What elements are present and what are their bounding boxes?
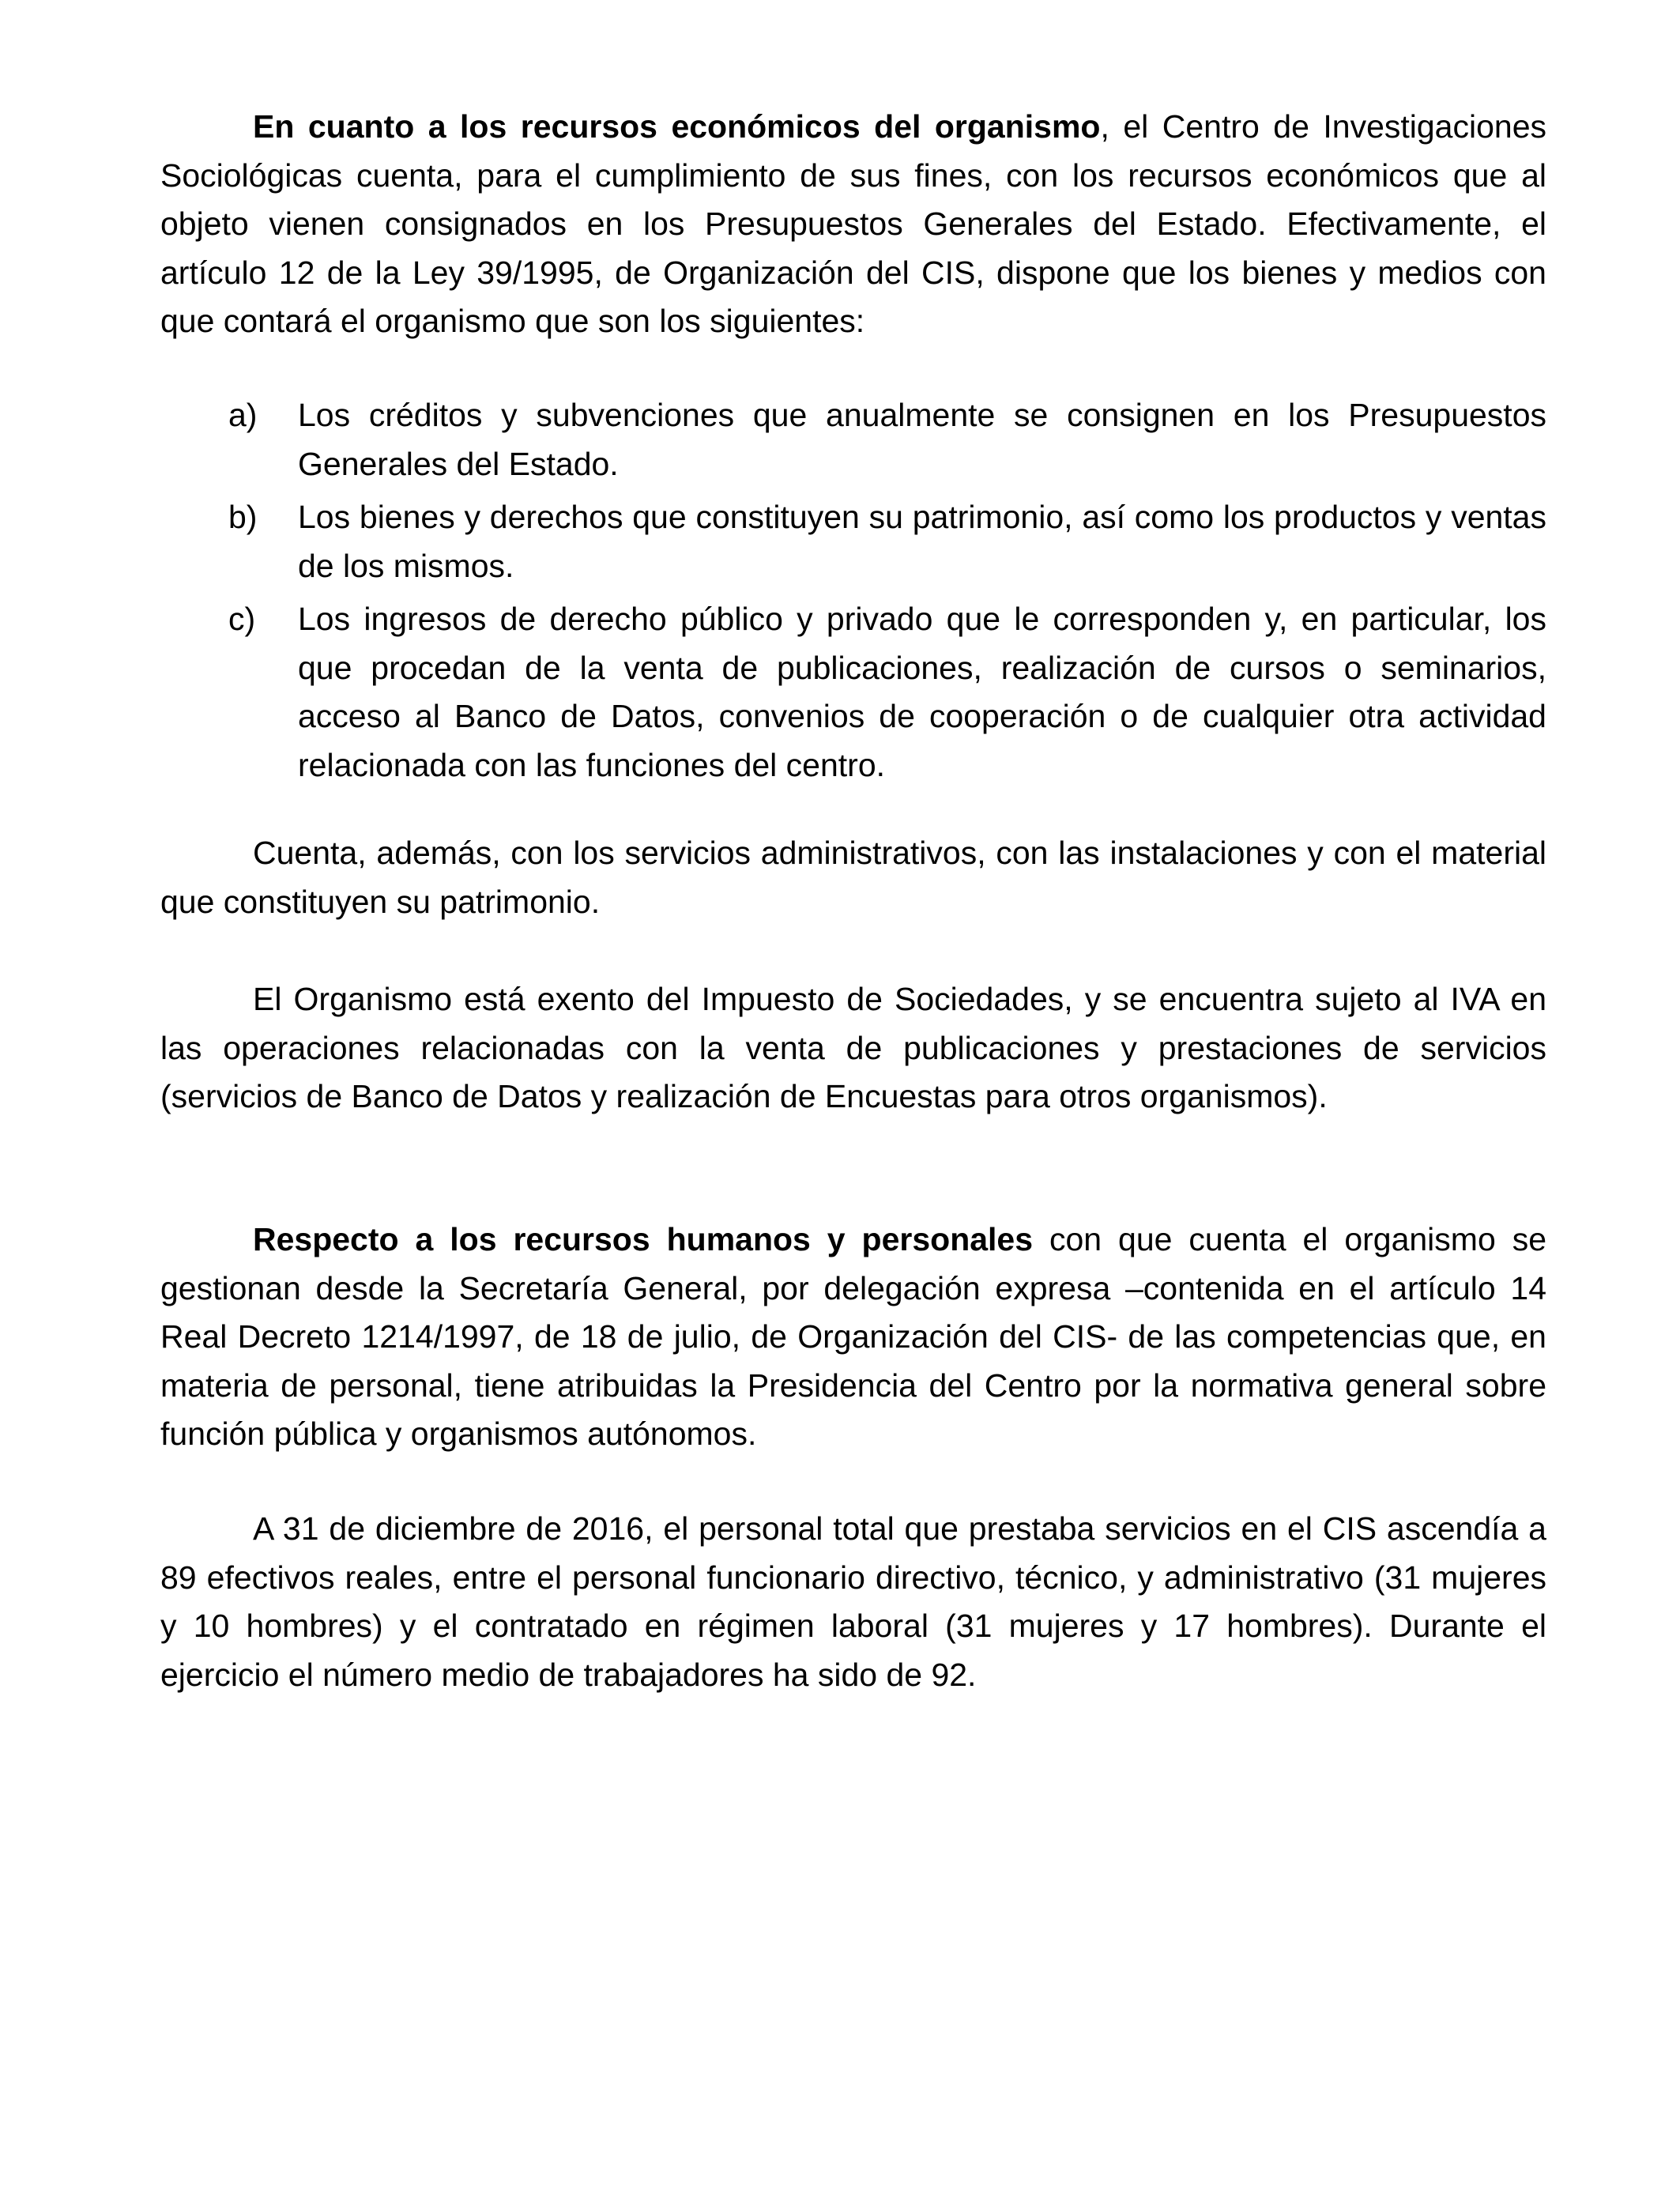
list-marker: c) xyxy=(228,601,256,637)
paragraph-text: Cuenta, además, con los servicios administrativos, con las instalaciones y con el material que constituyen su patrimonio. xyxy=(160,835,1546,920)
paragraph-tax-status xyxy=(160,975,1546,1122)
paragraph-human-resources xyxy=(160,1216,1546,1459)
paragraph-text: El Organismo está exento del Impuesto de Sociedades, y se encuentra sujeto al IVA en las operaciones relacionadas con la venta de publicaciones y prestaciones de servicios (servicios de Banco de Datos y realización de Encuestas para otros organismos). xyxy=(160,981,1546,1114)
paragraph-text: A 31 de diciembre de 2016, el personal total que prestaba servicios en el CIS ascendía a 89 efectivos reales, entre el personal funcionario directivo, técnico, y administrativo (31 mujeres y 10 hombres) y el contratado en régimen laboral (31 mujeres y 17 hombres). Durante el ejercicio el número medio de trabajadores ha sido de 92. xyxy=(160,1510,1546,1693)
list-item xyxy=(160,595,1546,790)
list-item xyxy=(160,391,1546,488)
paragraph-administrative-services xyxy=(160,829,1546,926)
paragraph-economic-resources xyxy=(160,103,1546,346)
list-item-text: Los ingresos de derecho público y privado que le corresponden y, en particular, los que procedan de la venta de publicaciones, realización de cursos o seminarios, acceso al Banco de Datos, convenios de cooperación o de cualquier otra actividad relacionada con las funciones del centro. xyxy=(298,601,1546,783)
list-item xyxy=(160,493,1546,590)
list-item-text: Los créditos y subvenciones que anualmente se consignen en los Presupuestos Generales del Estado. xyxy=(298,397,1546,482)
paragraph-text xyxy=(160,103,1546,346)
paragraph-bold-lead: Respecto a los recursos humanos y personales xyxy=(253,1221,1034,1257)
list-item-text: Los bienes y derechos que constituyen su patrimonio, así como los productos y ventas de los mismos. xyxy=(298,499,1546,584)
resources-list xyxy=(160,391,1546,794)
paragraph-staff-count xyxy=(160,1505,1546,1699)
list-marker: b) xyxy=(228,499,258,535)
paragraph-body: con que cuenta el organismo se gestionan desde la Secretaría General, por delegación expresa –contenida en el artículo 14 Real Decreto 1214/1997, de 18 de julio, de Organización del CIS- de las competencias que, en materia de personal, tiene atribuidas la Presidencia del Centro por la normativa general sobre función pública y organismos autónomos. xyxy=(160,1221,1546,1452)
paragraph-bold-lead: En cuanto a los recursos económicos del organismo xyxy=(253,108,1101,145)
paragraph-text xyxy=(160,1216,1546,1459)
list-marker: a) xyxy=(228,397,258,433)
paragraph-body: , el Centro de Investigaciones Sociológicas cuenta, para el cumplimiento de sus fines, con los recursos económicos que al objeto vienen consignados en los Presupuestos Generales del Estado. Efectivamente, el artículo 12 de la Ley 39/1995, de Organización del CIS, dispone que los bienes y medios con que contará el organismo que son los siguientes: xyxy=(160,108,1547,339)
